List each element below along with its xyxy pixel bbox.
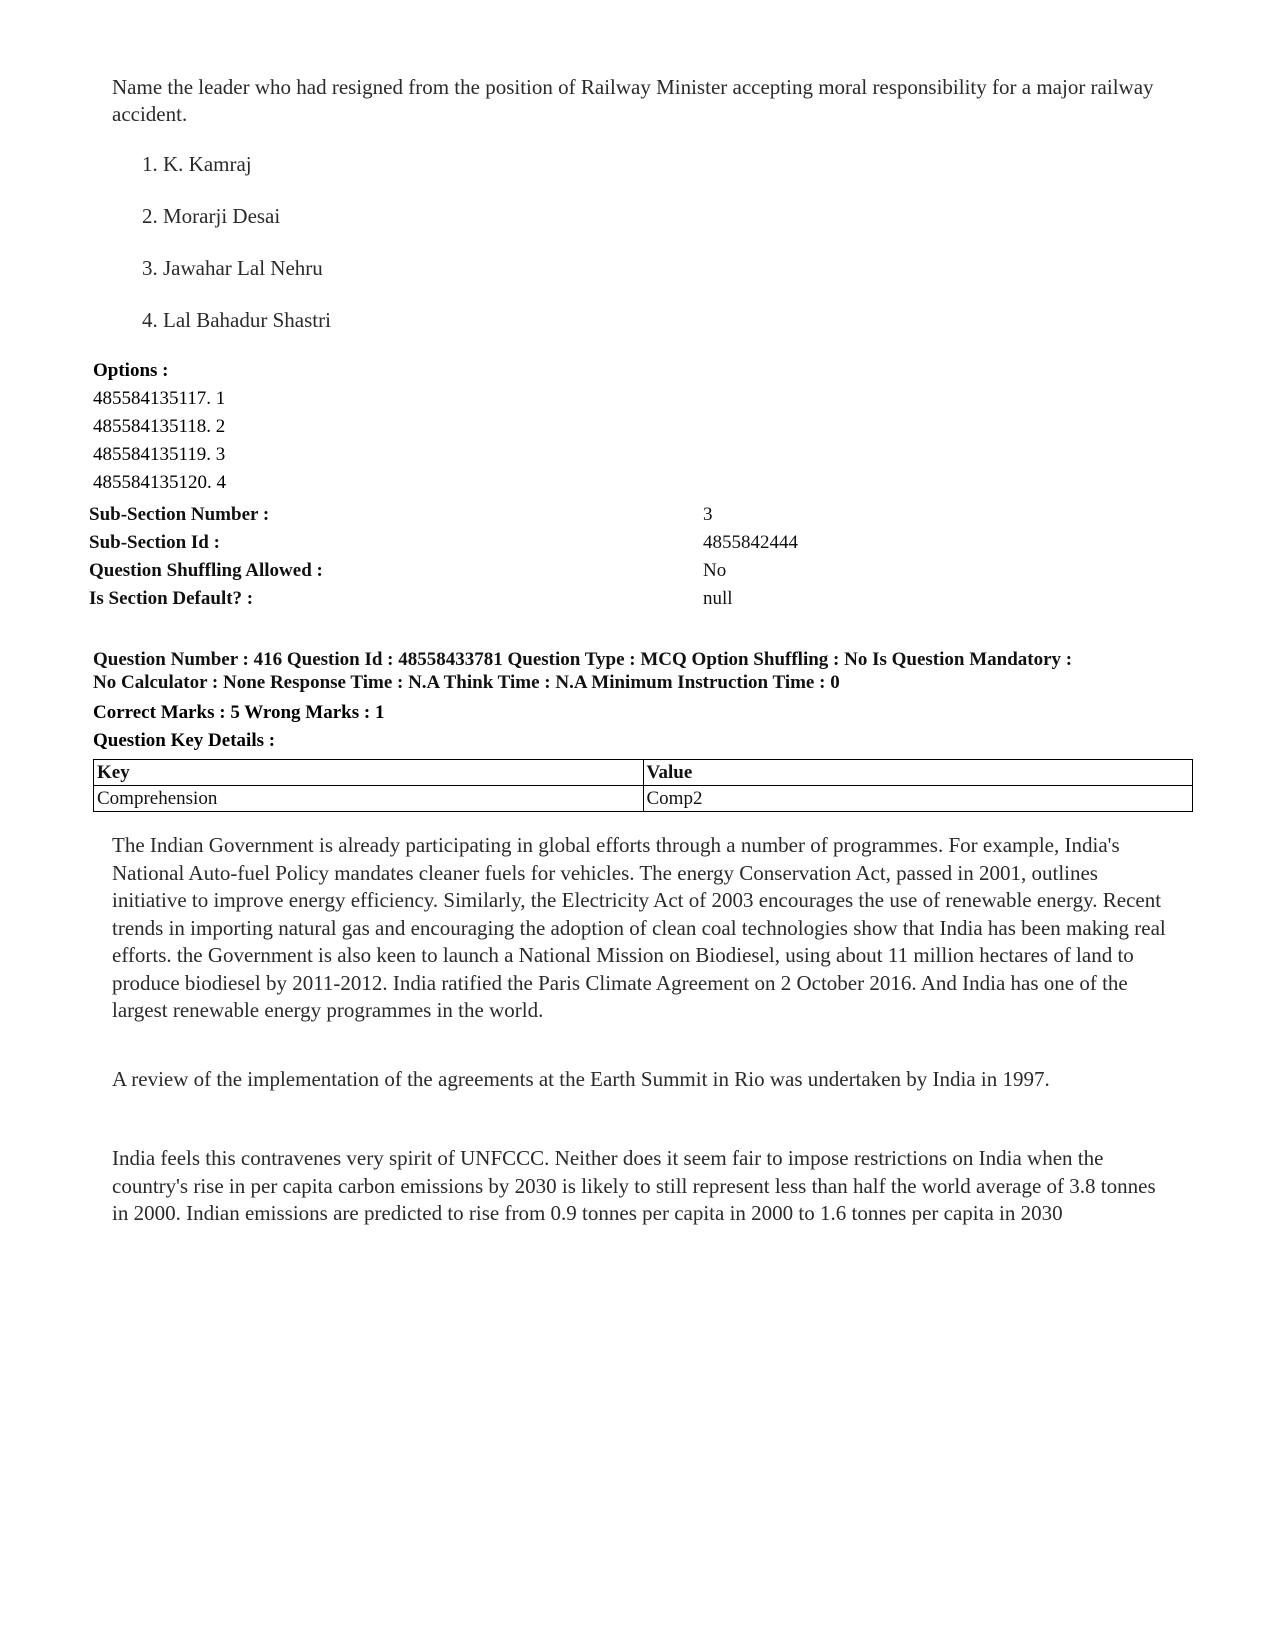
subsection-number-row <box>89 504 1189 531</box>
passage-paragraph-3: India feels this contravenes very spirit of UNFCCC. Neither does it seem fair to impose restrictions on India when the country's rise in per capita carbon emissions by 2030 is likely to still represent less than half the world average of 3.8 tonnes in 2000. Indian emissions are predicted to rise from 0.9 tonnes per capita in 2000 to 1.6 tonnes per capita in 2030 <box>112 1146 1156 1225</box>
options-heading: Options : <box>93 360 169 381</box>
choice-2: 2. Morarji Desai <box>142 204 281 228</box>
question-header-line-1: Question Number : 416 Question Id : 48558433781 Question Type : MCQ Option Shuffling : No Is Question Mandatory : <box>93 649 1073 670</box>
key-details-table <box>93 759 1193 812</box>
section-default-row <box>89 588 1189 615</box>
choice-1: 1. K. Kamraj <box>142 152 252 176</box>
question-header-line-2: No Calculator : None Response Time : N.A Think Time : N.A Minimum Instruction Time : 0 <box>93 672 840 693</box>
key-cell: Comprehension <box>94 786 644 812</box>
section-default-label: Is Section Default? : <box>89 588 254 609</box>
key-details-heading: Question Key Details : <box>93 730 276 751</box>
subsection-id-row <box>89 532 1189 559</box>
option-item-3: 485584135119. 3 <box>93 444 226 465</box>
key-table-header-row <box>94 760 1193 786</box>
question-shuffling-label: Question Shuffling Allowed : <box>89 560 323 581</box>
option-item-1: 485584135117. 1 <box>93 388 226 409</box>
choice-4: 4. Lal Bahadur Shastri <box>142 308 331 332</box>
subsection-number-value: 3 <box>703 504 713 525</box>
question-shuffling-value: No <box>703 560 727 581</box>
value-cell: Comp2 <box>643 786 1193 812</box>
question-text: Name the leader who had resigned from the position of Railway Minister accepting moral responsibility for a major railway accident. <box>112 75 1154 126</box>
section-default-value: null <box>703 588 733 609</box>
subsection-number-label: Sub-Section Number : <box>89 504 270 525</box>
option-item-2: 485584135118. 2 <box>93 416 226 437</box>
passage-paragraph-2: A review of the implementation of the agreements at the Earth Summit in Rio was undertaken by India in 1997. <box>112 1067 1050 1091</box>
table-row <box>94 786 1193 812</box>
key-column-header: Key <box>94 760 644 786</box>
option-item-4: 485584135120. 4 <box>93 472 226 493</box>
subsection-id-label: Sub-Section Id : <box>89 532 220 553</box>
value-column-header: Value <box>643 760 1193 786</box>
marks-line: Correct Marks : 5 Wrong Marks : 1 <box>93 702 385 723</box>
choice-3: 3. Jawahar Lal Nehru <box>142 256 323 280</box>
subsection-id-value: 4855842444 <box>703 532 798 553</box>
passage-paragraph-1: The Indian Government is already participating in global efforts through a number of programmes. For example, India's National Auto-fuel Policy mandates cleaner fuels for vehicles. The energy Conservation Act, passed in 2001, outlines initiative to improve energy efficiency. Similarly, the Electricity Act of 2003 encourages the use of renewable energy. Recent trends in importing natural gas and encouraging the adoption of clean coal technologies show that India has been making real efforts. the Government is also keen to launch a National Mission on Biodiesel, using about 11 million hectares of land to produce biodiesel by 2011-2012. India ratified the Paris Climate Agreement on 2 October 2016. And India has one of the largest renewable energy programmes in the world. <box>112 833 1166 1022</box>
question-header <box>93 648 1203 694</box>
question-shuffling-row <box>89 560 1189 587</box>
